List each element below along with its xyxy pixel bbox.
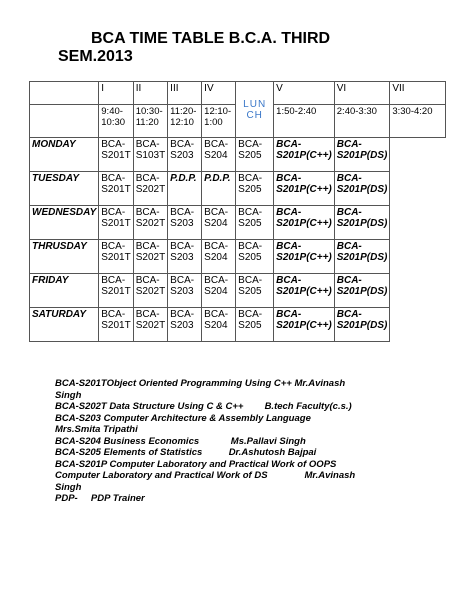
time-slot: 10:30-11:20 [133,105,167,138]
subject-cell: BCA-S205 [236,172,274,206]
timetable [29,81,446,342]
time-slot: 12:10-1:00 [202,105,236,138]
subject-cell: BCA-S204 [202,240,236,274]
lunch-label: LUNCH [243,98,267,121]
time-slot: 11:20-12:10 [168,105,202,138]
period-label: VI [334,82,390,105]
legend-line: BCA-S201TObject Oriented Programming Using C++ Mr.Avinash [55,378,346,389]
subject-cell: BCA-S201P(C++) [274,308,335,342]
legend-line: BCA-S202T Data Structure Using C & C++ B.tech Faculty(c.s.) [55,401,352,412]
period-label: VII [390,82,446,105]
day-rows [30,138,446,342]
subject-cell: BCA-S201T [99,240,133,274]
subject-cell: BCA-S201P(DS) [334,240,390,274]
subject-cell: BCA-S204 [202,206,236,240]
day-name: FRIDAY [30,274,99,308]
legend-line: Singh [55,481,82,493]
legend-line: BCA-S204 Business Economics Ms.Pallavi Singh [55,435,306,447]
day-row [30,308,446,342]
subject-cell: BCA-S201T [99,274,133,308]
period-label: IV [202,82,236,105]
legend-line: Singh [55,389,82,401]
subject-cell: BCA-S204 [202,308,236,342]
time-slot: 3:30-4:20 [390,105,446,138]
day-row [30,138,446,172]
subject-cell: BCA-S203 [168,206,202,240]
day-row [30,240,446,274]
subject-cell: BCA-S203 [168,240,202,274]
subject-cell: P.D.P. [202,172,236,206]
subject-cell: BCA-S202T [133,274,167,308]
subject-cell: BCA-S205 [236,206,274,240]
subject-cell: BCA-S205 [236,240,274,274]
subject-cell: BCA-S201T [99,138,133,172]
subject-cell: BCA-S201P(C++) [274,240,335,274]
subject-cell: P.D.P. [168,172,202,206]
subject-cell: BCA-S202T [133,308,167,342]
subject-cell: BCA-S201P(DS) [334,172,390,206]
subject-cell: BCA-S202T [133,172,167,206]
legend-line: Computer Laboratory and Practical Work of DS Mr.Avinash [55,470,356,481]
subject-cell: BCA-S205 [236,274,274,308]
subject-cell: BCA-S103T [133,138,167,172]
subject-cell: BCA-S201P(C++) [274,274,335,308]
legend-line: BCA-S205 Elements of Statistics Dr.Ashutosh Bajpai [55,447,317,458]
period-label: II [133,82,167,105]
title-line-1: BCA TIME TABLE B.C.A. THIRD [91,30,331,47]
day-name: WEDNESDAY [30,206,99,240]
time-slot: 1:50-2:40 [274,105,335,138]
legend-line: PDP- PDP Trainer [55,493,145,504]
subject-cell: BCA-S202T [133,206,167,240]
subject-cell: BCA-S205 [236,138,274,172]
time-corner [30,105,99,138]
legend-line: BCA-S203 Computer Architecture & Assembly Language [55,412,311,424]
day-name: THRUSDAY [30,240,99,274]
day-row [30,172,446,206]
period-label: V [274,82,335,105]
day-name: MONDAY [30,138,99,172]
subject-cell: BCA-S201P(DS) [334,206,390,240]
subject-cell: BCA-S201P(DS) [334,308,390,342]
period-label: I [99,82,133,105]
subject-cell: BCA-S201P(C++) [274,172,335,206]
subject-cell: BCA-S201T [99,308,133,342]
legend-line: BCA-S201P Computer Laboratory and Practical Work of OOPS [55,458,337,470]
subject-cell: BCA-S203 [168,274,202,308]
day-name: TUESDAY [30,172,99,206]
subject-cell: BCA-S201T [99,172,133,206]
course-legend [55,378,465,505]
day-row [30,206,446,240]
lunch-column [236,82,274,138]
header-corner [30,82,99,105]
subject-cell: BCA-S201T [99,206,133,240]
period-header-row [30,82,446,105]
time-slot: 9:40-10:30 [99,105,133,138]
time-slot: 2:40-3:30 [334,105,390,138]
subject-cell: BCA-S203 [168,308,202,342]
subject-cell: BCA-S201P(C++) [274,206,335,240]
subject-cell: BCA-S204 [202,138,236,172]
subject-cell: BCA-S201P(DS) [334,138,390,172]
subject-cell: BCA-S204 [202,274,236,308]
subject-cell: BCA-S201P(DS) [334,274,390,308]
title-line-2: SEM.2013 [58,48,133,65]
subject-cell: BCA-S203 [168,138,202,172]
legend-line: Mrs.Smita Tripathi [55,424,138,435]
subject-cell: BCA-S202T [133,240,167,274]
day-row [30,274,446,308]
day-name: SATURDAY [30,308,99,342]
page-title [58,30,418,66]
subject-cell: BCA-S205 [236,308,274,342]
subject-cell: BCA-S201P(C++) [274,138,335,172]
period-label: III [168,82,202,105]
